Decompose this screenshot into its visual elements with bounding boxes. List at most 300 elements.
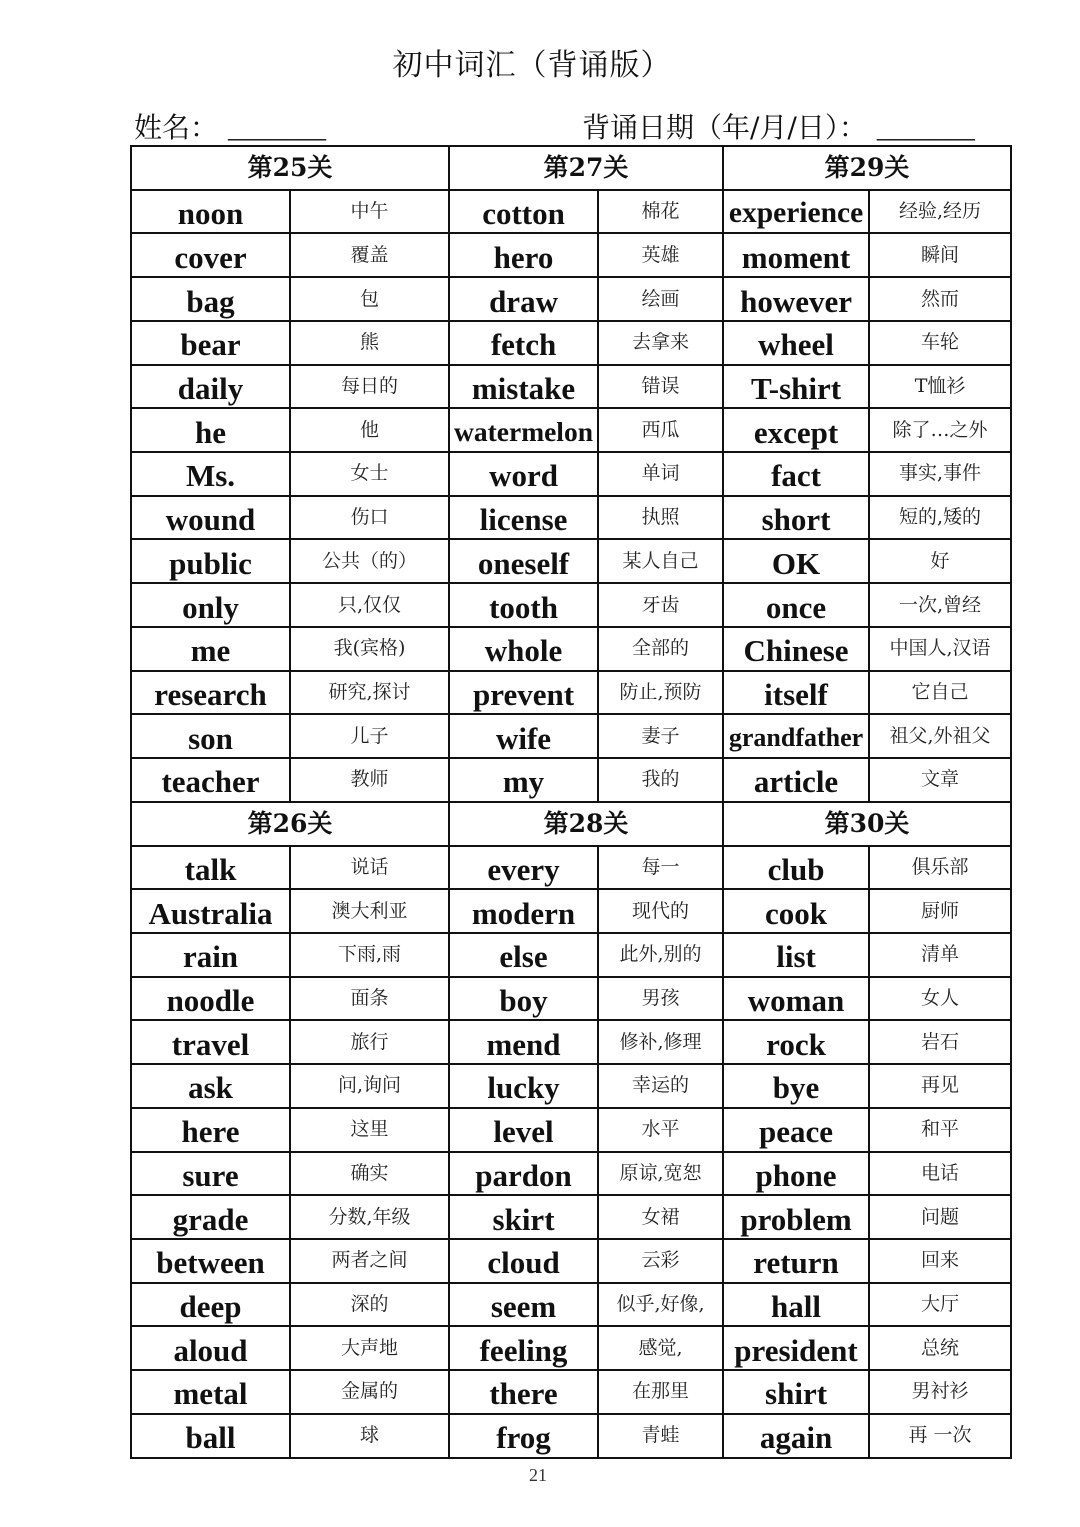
vocab-meaning: 说话 [350,855,389,878]
word-cell [723,977,869,1021]
table-row [131,1108,1011,1152]
meaning-cell [598,1283,723,1327]
vocab-meaning: 俱乐部 [911,855,969,878]
word-cell [723,714,869,758]
table-row [131,1020,1011,1064]
vocab-meaning: 我(宾格) [333,637,406,660]
word-cell [723,277,869,321]
vocab-word: club [767,851,825,887]
vocab-word: public [169,545,252,581]
word-cell [449,846,598,890]
vocab-word: hall [771,1289,822,1325]
word-cell [449,1064,598,1108]
meaning-cell [290,627,449,671]
vocab-word: oneself [477,545,570,581]
word-cell [449,889,598,933]
meaning-cell [869,1239,1011,1283]
vocab-word: me [190,633,231,669]
vocab-meaning: 执照 [641,506,680,529]
meaning-cell [598,365,723,409]
vocab-word: cook [765,895,828,931]
vocab-word: draw [489,283,558,319]
vocab-word: whole [484,633,563,669]
vocab-meaning: 原谅,宽恕 [619,1161,702,1184]
vocab-meaning: 绘画 [641,287,680,310]
table-row [131,496,1011,540]
vocab-word: itself [764,676,828,712]
table-row [131,1414,1011,1458]
meaning-cell [598,714,723,758]
table-row [131,321,1011,365]
vocab-meaning: 每一 [641,855,680,878]
vocab-word: daily [177,370,244,406]
word-cell [723,233,869,277]
vocab-meaning: 旅行 [350,1030,389,1053]
meaning-cell [290,452,449,496]
vocab-meaning: 修补,修理 [619,1030,702,1053]
word-cell [723,1020,869,1064]
vocab-meaning: 和平 [921,1118,960,1141]
meaning-cell [598,277,723,321]
vocab-word: word [489,458,558,494]
vocab-word: bag [186,283,235,319]
word-cell [723,671,869,715]
word-cell [723,1239,869,1283]
vocab-word: wife [495,720,552,756]
meaning-cell [869,583,1011,627]
word-cell [723,1370,869,1414]
vocab-meaning: 祖父,外祖父 [889,724,991,747]
word-cell [449,1108,598,1152]
vocab-meaning: 我的 [641,768,680,791]
word-cell [723,1195,869,1239]
meaning-cell [598,1414,723,1458]
word-cell [449,1414,598,1458]
meaning-cell [598,627,723,671]
meaning-cell [290,1152,449,1196]
vocab-meaning: 中国人,汉语 [889,637,991,660]
meaning-cell [598,1370,723,1414]
meaning-cell [869,1064,1011,1108]
vocab-meaning: 女人 [921,987,960,1010]
word-cell [131,365,290,409]
table-row [131,846,1011,890]
meaning-cell [290,1108,449,1152]
vocab-word: fetch [490,327,557,363]
vocab-word: prevent [473,676,575,712]
vocab-word: only [182,589,239,625]
table-row [131,233,1011,277]
level-header: 第27关 [449,146,723,190]
word-cell [131,846,290,890]
table-row [131,539,1011,583]
meaning-cell [598,452,723,496]
vocab-word: else [499,939,548,975]
vocab-meaning: 金属的 [341,1380,399,1403]
vocab-word: research [154,676,267,712]
vocab-word: president [734,1332,858,1368]
meaning-cell [290,889,449,933]
meaning-cell [598,977,723,1021]
word-cell [131,496,290,540]
vocab-word: however [740,283,852,319]
vocab-meaning: 然而 [921,287,960,310]
vocab-word: short [761,502,831,538]
word-cell [723,321,869,365]
word-cell [449,671,598,715]
vocab-word: phone [755,1157,837,1193]
vocab-word: frog [496,1420,551,1456]
vocab-word: he [195,414,226,450]
vocab-meaning: 错误 [641,374,680,397]
vocab-word: lucky [487,1070,560,1106]
meaning-cell [598,496,723,540]
vocab-word: Chinese [743,633,849,669]
meaning-cell [869,496,1011,540]
meaning-cell [869,408,1011,452]
vocab-meaning: 它自己 [911,680,969,703]
word-cell [449,1370,598,1414]
meaning-cell [290,1283,449,1327]
vocab-meaning: 包 [360,287,380,310]
level-header: 第28关 [449,802,723,846]
vocab-meaning: 防止,预防 [619,680,702,703]
word-cell [449,758,598,802]
word-cell [131,889,290,933]
table-row [131,1326,1011,1370]
vocab-meaning: 全部的 [632,637,690,660]
vocab-meaning: 分数,年级 [328,1205,411,1228]
meaning-cell [869,714,1011,758]
vocab-table [130,145,1012,1459]
word-cell [723,1414,869,1458]
vocab-meaning: 除了…之外 [892,418,988,441]
meaning-cell [598,1195,723,1239]
level-header: 第29关 [723,146,1011,190]
vocab-meaning: 经验,经历 [899,200,982,223]
meaning-cell [290,933,449,977]
word-cell [449,1152,598,1196]
vocab-meaning: 幸运的 [632,1074,690,1097]
table-row [131,1195,1011,1239]
vocab-meaning: 在那里 [632,1380,690,1403]
meaning-cell [290,846,449,890]
vocab-word: metal [173,1376,248,1412]
vocab-meaning: 再见 [921,1074,960,1097]
word-cell [131,1370,290,1414]
vocab-word: deep [179,1289,242,1325]
vocab-meaning: 岩石 [921,1030,960,1053]
vocab-meaning: 回来 [921,1249,960,1272]
vocab-table-body [131,146,1011,1458]
meaning-cell [290,496,449,540]
word-cell [131,539,290,583]
vocab-word: mistake [471,370,576,406]
word-cell [449,1195,598,1239]
word-cell [449,452,598,496]
level-header-row [131,802,1011,846]
vocab-meaning: 水平 [641,1118,680,1141]
vocab-word: wound [165,502,256,538]
name-blank: _______ [228,113,327,144]
word-cell [723,539,869,583]
date-line [582,106,975,146]
table-row [131,627,1011,671]
meaning-cell [290,1020,449,1064]
table-row [131,452,1011,496]
meaning-cell [598,583,723,627]
vocab-meaning: 只,仅仅 [337,593,402,616]
word-cell [723,452,869,496]
word-cell [723,365,869,409]
word-cell [131,1152,290,1196]
word-cell [131,1020,290,1064]
vocab-word: aloud [173,1332,248,1368]
vocab-word: skirt [492,1201,555,1237]
word-cell [449,539,598,583]
vocab-meaning: 瞬间 [921,243,960,266]
meaning-cell [290,277,449,321]
vocab-meaning: 男孩 [641,987,680,1010]
vocab-meaning: 这里 [350,1118,389,1141]
word-cell [449,1239,598,1283]
vocab-word: there [489,1376,558,1412]
vocab-word: my [502,764,545,800]
vocab-meaning: 牙齿 [641,593,680,616]
vocab-word: rock [766,1026,826,1062]
vocab-meaning: 此外,别的 [619,943,702,966]
vocab-meaning: 女裙 [641,1205,680,1228]
word-cell [131,1064,290,1108]
vocab-meaning: 棉花 [641,200,680,223]
meaning-cell [290,233,449,277]
vocab-meaning: 现代的 [632,899,690,922]
meaning-cell [598,1239,723,1283]
word-cell [131,1239,290,1283]
word-cell [723,496,869,540]
table-row [131,889,1011,933]
vocab-meaning: 下雨,雨 [337,943,402,966]
table-row [131,277,1011,321]
vocab-word: Australia [148,895,273,931]
word-cell [131,1283,290,1327]
word-cell [449,233,598,277]
vocab-meaning: 儿子 [350,724,389,747]
meaning-cell [869,627,1011,671]
table-row [131,758,1011,802]
vocab-meaning: 问,询问 [337,1074,402,1097]
word-cell [131,714,290,758]
meaning-cell [869,1195,1011,1239]
meaning-cell [598,321,723,365]
meaning-cell [598,1064,723,1108]
meaning-cell [598,1326,723,1370]
vocab-word: bear [180,327,241,363]
vocab-word: cloud [487,1245,560,1281]
vocab-meaning: 车轮 [921,331,960,354]
word-cell [449,1326,598,1370]
meaning-cell [869,277,1011,321]
vocab-word: except [753,414,839,450]
meaning-cell [290,671,449,715]
vocab-meaning: 伤口 [350,506,389,529]
word-cell [723,1283,869,1327]
vocab-word: return [753,1245,839,1281]
meaning-cell [290,321,449,365]
vocab-meaning: 清单 [921,943,960,966]
meaning-cell [869,977,1011,1021]
meaning-cell [290,1195,449,1239]
level-header: 第30关 [723,802,1011,846]
meaning-cell [290,1326,449,1370]
vocab-meaning: 厨师 [921,899,960,922]
word-cell [449,190,598,234]
meaning-cell [869,1108,1011,1152]
vocab-word: wheel [758,327,834,363]
word-cell [131,1326,290,1370]
vocab-word: tooth [489,589,558,625]
vocab-meaning: 公共（的） [322,549,418,572]
vocab-meaning: 覆盖 [350,243,389,266]
meaning-cell [869,233,1011,277]
table-row [131,671,1011,715]
word-cell [131,452,290,496]
table-row [131,977,1011,1021]
vocab-meaning: 似乎,好像, [616,1293,705,1316]
meaning-cell [869,889,1011,933]
vocab-word: experience [728,196,864,229]
word-cell [449,321,598,365]
word-cell [131,277,290,321]
word-cell [449,496,598,540]
word-cell [723,846,869,890]
meaning-cell [290,758,449,802]
page-title: 初中词汇（背诵版） [392,48,672,83]
vocab-word: modern [471,895,576,931]
vocab-word: woman [747,983,845,1019]
vocab-meaning: 妻子 [641,724,680,747]
vocab-word: OK [771,545,821,581]
word-cell [131,758,290,802]
meaning-cell [869,321,1011,365]
vocab-word: boy [499,983,548,1019]
word-cell [131,1195,290,1239]
level-header: 第25关 [131,146,449,190]
vocab-word: son [188,720,233,756]
name-line [134,106,326,146]
meaning-cell [869,190,1011,234]
table-row [131,1064,1011,1108]
meaning-cell [598,1108,723,1152]
vocab-word: ball [185,1420,236,1456]
vocab-meaning: 研究,探讨 [328,680,411,703]
word-cell [723,1064,869,1108]
meaning-cell [869,758,1011,802]
word-cell [131,933,290,977]
word-cell [449,1283,598,1327]
word-cell [723,1326,869,1370]
vocab-word: cover [174,239,247,275]
meaning-cell [290,365,449,409]
vocab-word: hero [493,239,554,275]
vocab-meaning: 问题 [921,1205,960,1228]
word-cell [449,1020,598,1064]
meaning-cell [290,190,449,234]
word-cell [449,933,598,977]
word-cell [449,977,598,1021]
word-cell [131,583,290,627]
table-row [131,1283,1011,1327]
vocab-word: feeling [479,1332,568,1368]
meaning-cell [869,1414,1011,1458]
vocab-word: here [181,1114,240,1150]
vocab-word: again [759,1420,833,1456]
vocab-meaning: 面条 [350,987,389,1010]
vocab-word: travel [171,1026,250,1062]
vocab-meaning: 总统 [921,1336,960,1359]
vocab-meaning: 某人自己 [622,549,699,572]
meaning-cell [290,408,449,452]
vocab-word: level [493,1114,554,1150]
vocab-meaning: 大厅 [921,1293,960,1316]
word-cell [449,365,598,409]
meaning-cell [598,233,723,277]
vocab-meaning: 教师 [350,768,389,791]
meaning-cell [869,1152,1011,1196]
word-cell [131,1414,290,1458]
vocab-meaning: 英雄 [641,243,680,266]
meaning-cell [869,846,1011,890]
word-cell [131,1108,290,1152]
vocab-word: once [765,589,827,625]
vocab-word: grade [172,1201,249,1237]
vocab-word: Ms. [185,458,236,494]
vocab-word: sure [182,1157,239,1193]
meaning-cell [869,1020,1011,1064]
meaning-cell [290,1064,449,1108]
vocab-word: list [776,939,816,975]
vocab-meaning: 大声地 [341,1336,399,1359]
meaning-cell [290,1239,449,1283]
meaning-cell [869,671,1011,715]
vocab-meaning: 两者之间 [331,1249,408,1272]
vocab-meaning: 好 [930,549,950,572]
date-blank: _______ [876,113,975,144]
word-cell [131,321,290,365]
vocab-meaning: 男衬衫 [911,1380,969,1403]
vocab-word: between [156,1245,265,1281]
meaning-cell [598,671,723,715]
vocab-word: teacher [161,764,260,800]
vocab-word: grandfather [728,723,864,753]
vocab-word: seem [490,1289,557,1325]
vocab-word: noodle [166,983,255,1019]
vocab-word: rain [182,939,239,975]
meaning-cell [598,539,723,583]
meaning-cell [290,583,449,627]
vocab-word: problem [740,1201,852,1237]
word-cell [723,627,869,671]
table-row [131,365,1011,409]
table-row [131,1239,1011,1283]
vocab-meaning: 云彩 [641,1249,680,1272]
word-cell [449,408,598,452]
level-header: 第26关 [131,802,449,846]
vocab-word: talk [184,851,237,887]
meaning-cell [598,758,723,802]
vocab-word: moment [741,239,851,275]
word-cell [131,627,290,671]
